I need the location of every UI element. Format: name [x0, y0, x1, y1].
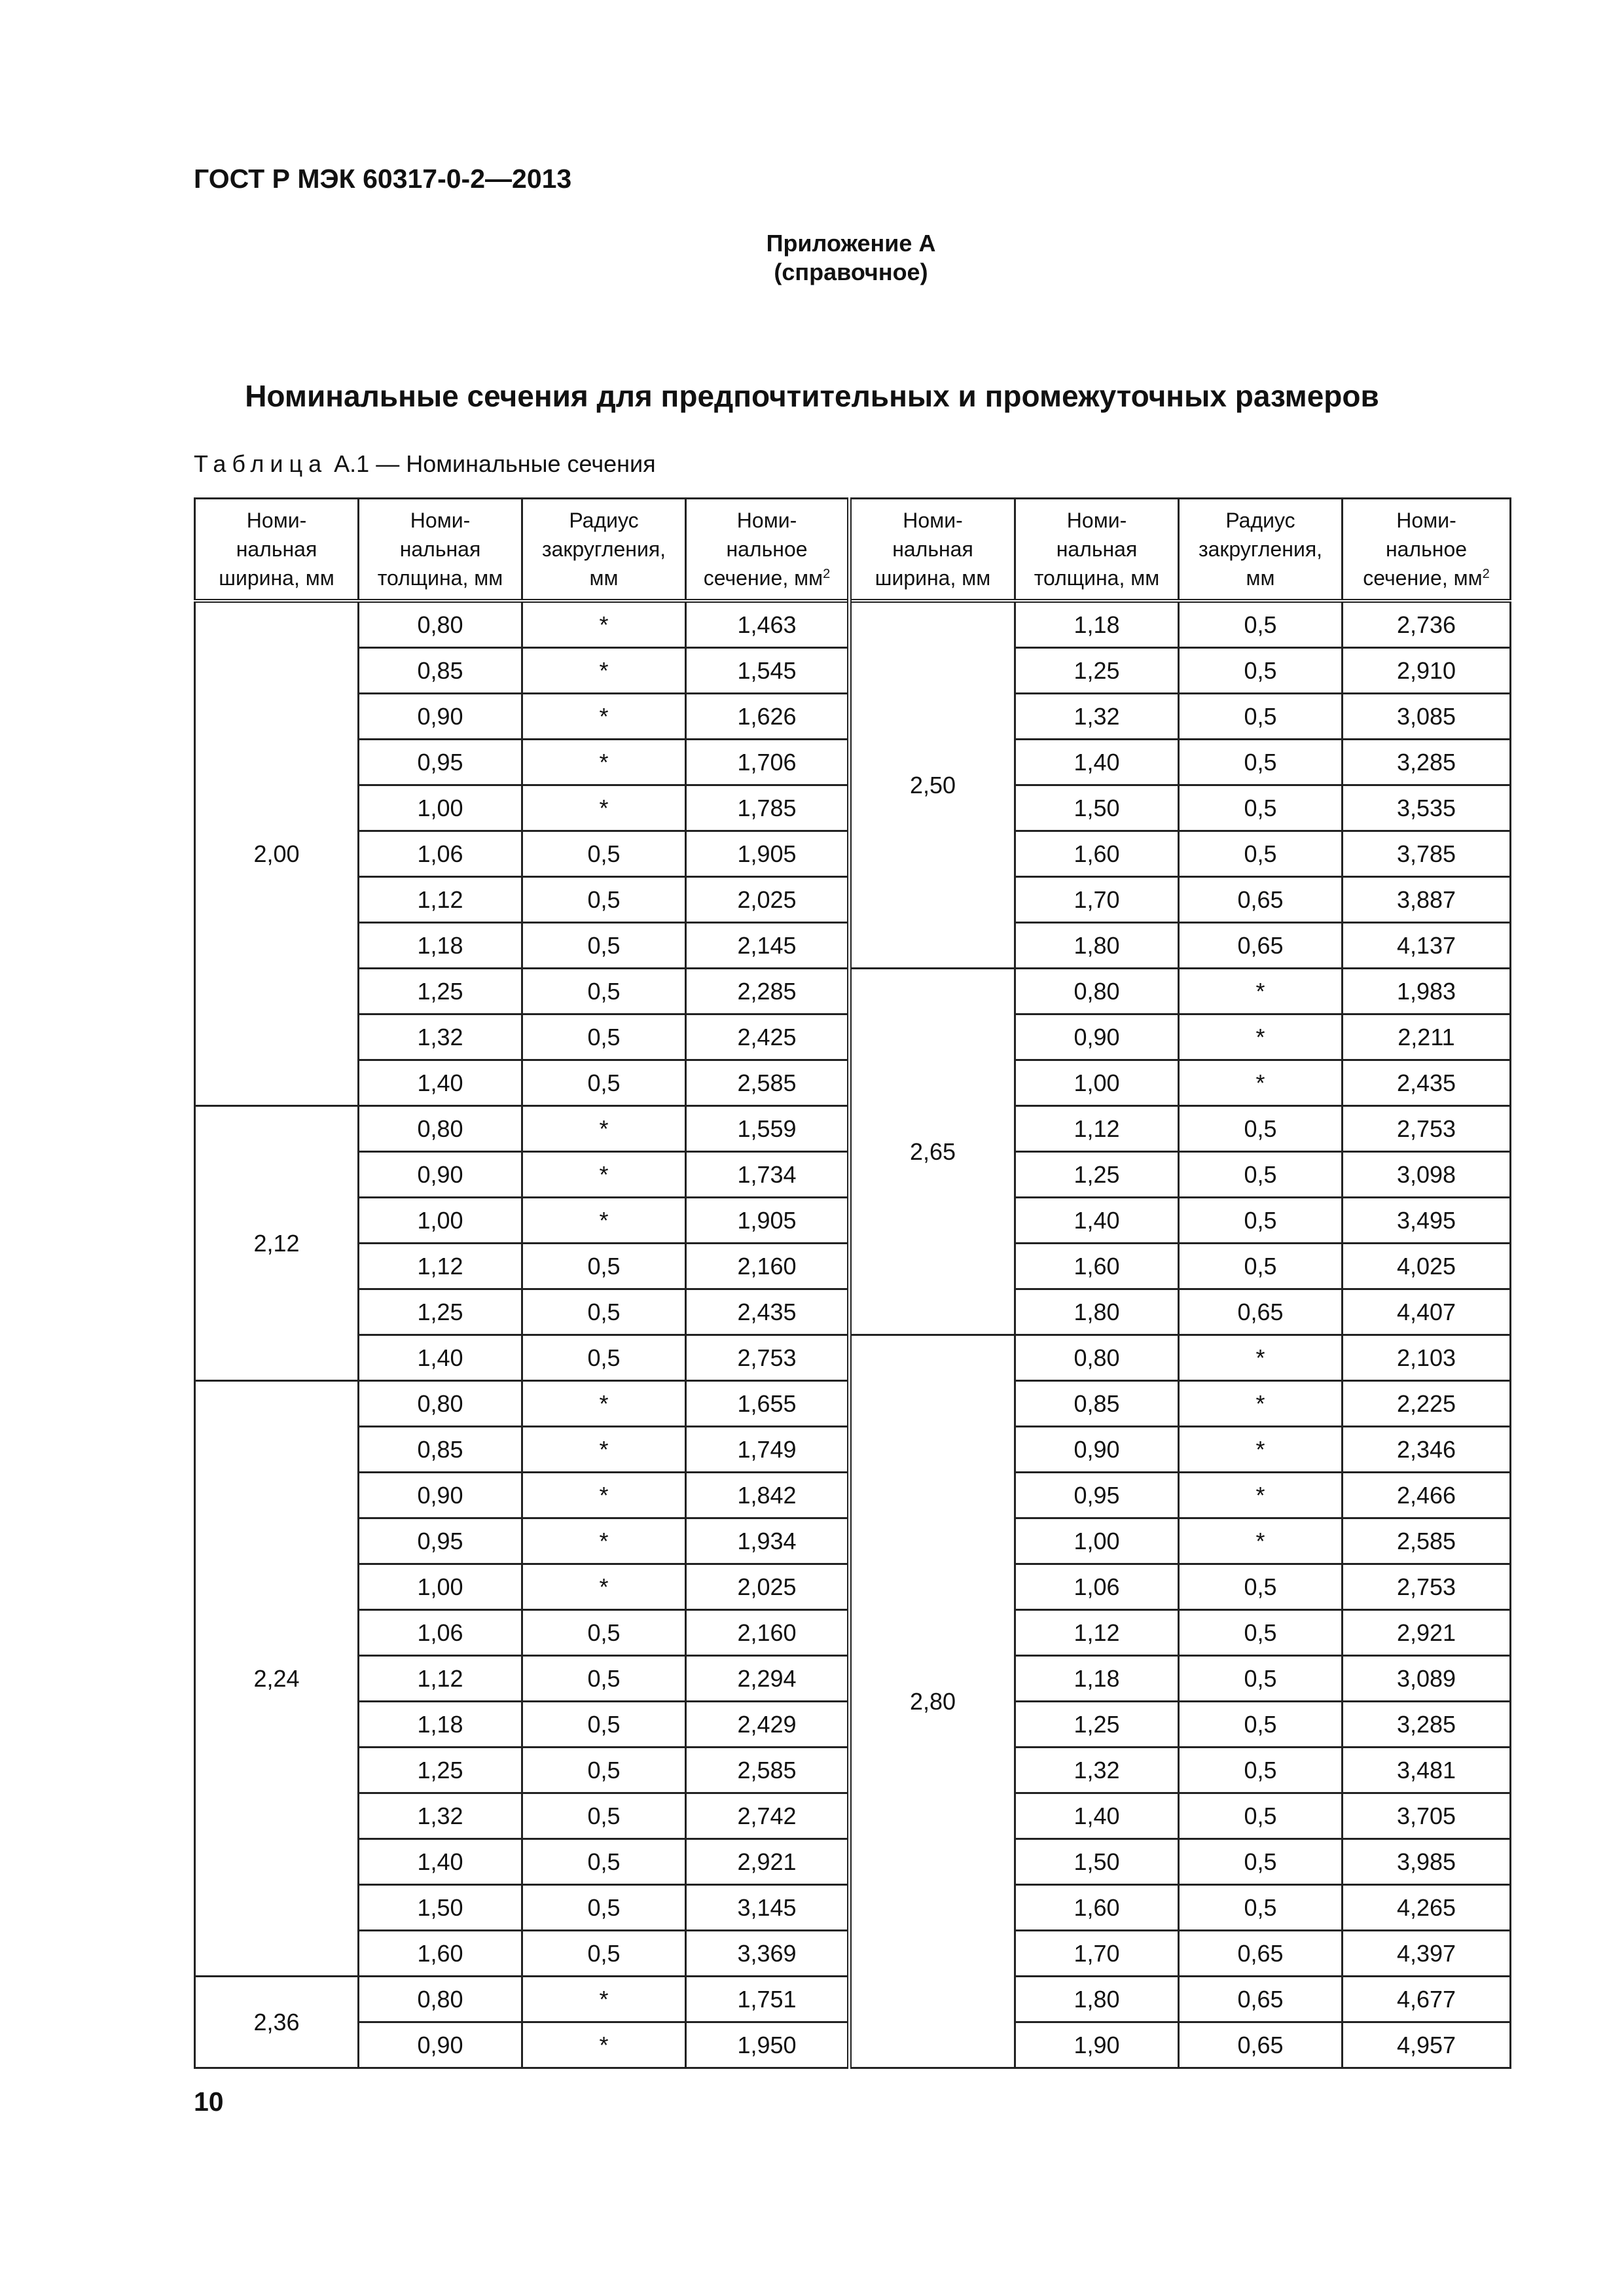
column-header-line: нальная	[236, 537, 317, 561]
thickness-cell: 1,00	[359, 785, 522, 831]
section-cell: 4,025	[1343, 1244, 1511, 1289]
unit-exponent: 2	[1482, 567, 1490, 581]
radius-cell: *	[522, 1106, 686, 1152]
thickness-cell: 0,95	[359, 1518, 522, 1564]
thickness-cell: 1,60	[1015, 831, 1179, 877]
thickness-cell: 1,25	[1015, 1702, 1179, 1748]
table-row	[195, 1335, 1511, 1381]
column-header-line: нальная	[1056, 537, 1138, 561]
column-header-line: ширина, мм	[875, 566, 991, 590]
thickness-cell: 0,90	[359, 1473, 522, 1518]
table-caption-text: А.1 — Номинальные сечения	[334, 450, 656, 477]
radius-cell: *	[522, 601, 686, 648]
column-header	[850, 499, 1015, 601]
width-cell: 2,00	[195, 601, 359, 1106]
width-cell: 2,12	[195, 1106, 359, 1381]
thickness-cell: 0,90	[359, 2022, 522, 2068]
column-header-line: толщина, мм	[377, 566, 503, 590]
thickness-cell: 0,80	[1015, 969, 1179, 1014]
radius-cell: 0,5	[522, 877, 686, 923]
column-header	[686, 499, 850, 601]
thickness-cell: 1,50	[1015, 785, 1179, 831]
section-cell: 2,025	[686, 877, 850, 923]
radius-cell: 0,5	[522, 1931, 686, 1977]
thickness-cell: 1,06	[359, 1610, 522, 1656]
thickness-cell: 0,90	[359, 1152, 522, 1198]
radius-cell: 0,5	[1179, 1839, 1343, 1885]
thickness-cell: 1,18	[359, 923, 522, 969]
radius-cell: *	[1179, 1473, 1343, 1518]
section-cell: 4,407	[1343, 1289, 1511, 1335]
table-header-row	[195, 499, 1511, 601]
thickness-cell: 0,80	[1015, 1335, 1179, 1381]
section-cell: 2,145	[686, 923, 850, 969]
thickness-cell: 1,12	[1015, 1610, 1179, 1656]
annex-label	[733, 229, 969, 287]
thickness-cell: 1,80	[1015, 923, 1179, 969]
section-cell: 4,137	[1343, 923, 1511, 969]
section-cell: 2,025	[686, 1564, 850, 1610]
radius-cell: 0,5	[1179, 785, 1343, 831]
section-cell: 2,211	[1343, 1014, 1511, 1060]
radius-cell: 0,65	[1179, 1289, 1343, 1335]
radius-cell: *	[1179, 969, 1343, 1014]
width-cell: 2,50	[850, 601, 1015, 969]
thickness-cell: 1,40	[359, 1335, 522, 1381]
thickness-cell: 1,12	[359, 877, 522, 923]
column-header-line: нальное	[726, 537, 808, 561]
thickness-cell: 1,32	[359, 1793, 522, 1839]
section-cell: 3,089	[1343, 1656, 1511, 1702]
thickness-cell: 0,95	[359, 740, 522, 785]
section-cell: 1,559	[686, 1106, 850, 1152]
column-header-line: нальное	[1385, 537, 1468, 561]
section-cell: 1,463	[686, 601, 850, 648]
radius-cell: 0,5	[1179, 1656, 1343, 1702]
radius-cell: 0,65	[1179, 1977, 1343, 2022]
section-cell: 3,369	[686, 1931, 850, 1977]
table-row	[195, 969, 1511, 1014]
width-cell: 2,80	[850, 1335, 1015, 2068]
thickness-cell: 0,85	[1015, 1381, 1179, 1427]
section-cell: 2,585	[1343, 1518, 1511, 1564]
section-cell: 1,983	[1343, 969, 1511, 1014]
radius-cell: 0,5	[1179, 1885, 1343, 1931]
thickness-cell: 1,12	[359, 1656, 522, 1702]
thickness-cell: 1,90	[1015, 2022, 1179, 2068]
section-cell: 2,294	[686, 1656, 850, 1702]
thickness-cell: 1,00	[1015, 1518, 1179, 1564]
column-header-line: Номи-	[903, 509, 963, 532]
section-cell: 1,545	[686, 648, 850, 694]
section-cell: 1,706	[686, 740, 850, 785]
section-cell: 3,285	[1343, 740, 1511, 785]
column-header-line: Номи-	[1396, 509, 1456, 532]
section-cell: 1,905	[686, 1198, 850, 1244]
thickness-cell: 1,32	[1015, 1748, 1179, 1793]
section-cell: 1,655	[686, 1381, 850, 1427]
thickness-cell: 1,40	[359, 1839, 522, 1885]
table-body	[195, 601, 1511, 2068]
radius-cell: 0,65	[1179, 1931, 1343, 1977]
radius-cell: *	[1179, 1518, 1343, 1564]
section-cell: 1,785	[686, 785, 850, 831]
thickness-cell: 1,40	[1015, 740, 1179, 785]
section-cell: 2,585	[686, 1060, 850, 1106]
radius-cell: 0,5	[1179, 694, 1343, 740]
column-header-line: мм	[1246, 566, 1275, 590]
radius-cell: *	[522, 785, 686, 831]
radius-cell: 0,65	[1179, 2022, 1343, 2068]
thickness-cell: 1,00	[359, 1198, 522, 1244]
thickness-cell: 1,40	[1015, 1198, 1179, 1244]
radius-cell: *	[522, 1473, 686, 1518]
thickness-cell: 1,18	[359, 1702, 522, 1748]
radius-cell: 0,5	[1179, 1152, 1343, 1198]
column-header-line: Номи-	[736, 509, 797, 532]
radius-cell: 0,5	[522, 1244, 686, 1289]
table-caption-prefix: Таблица	[194, 450, 328, 477]
document-header: ГОСТ Р МЭК 60317-0-2—2013	[194, 164, 572, 194]
thickness-cell: 0,85	[359, 648, 522, 694]
radius-cell: *	[522, 1152, 686, 1198]
radius-cell: 0,5	[522, 1335, 686, 1381]
column-header-line: закругления,	[1198, 537, 1323, 561]
section-cell: 1,734	[686, 1152, 850, 1198]
page-number: 10	[194, 2087, 224, 2117]
thickness-cell: 1,25	[1015, 648, 1179, 694]
section-cell: 1,950	[686, 2022, 850, 2068]
section-cell: 2,753	[686, 1335, 850, 1381]
column-header	[1343, 499, 1511, 601]
section-cell: 3,985	[1343, 1839, 1511, 1885]
column-header-line: Номи-	[246, 509, 307, 532]
thickness-cell: 1,18	[1015, 1656, 1179, 1702]
section-cell: 2,753	[1343, 1106, 1511, 1152]
radius-cell: 0,5	[522, 1839, 686, 1885]
radius-cell: 0,5	[1179, 1610, 1343, 1656]
radius-cell: *	[522, 740, 686, 785]
radius-cell: 0,5	[1179, 1748, 1343, 1793]
radius-cell: 0,5	[1179, 1564, 1343, 1610]
radius-cell: 0,5	[1179, 648, 1343, 694]
section-cell: 2,225	[1343, 1381, 1511, 1427]
radius-cell: 0,5	[522, 1656, 686, 1702]
section-cell: 1,751	[686, 1977, 850, 2022]
thickness-cell: 1,40	[359, 1060, 522, 1106]
column-header-line	[1343, 564, 1509, 592]
section-cell: 2,346	[1343, 1427, 1511, 1473]
section-cell: 3,535	[1343, 785, 1511, 831]
column-header	[359, 499, 522, 601]
section-cell: 2,103	[1343, 1335, 1511, 1381]
section-cell: 2,160	[686, 1610, 850, 1656]
thickness-cell: 1,18	[1015, 601, 1179, 648]
section-cell: 3,481	[1343, 1748, 1511, 1793]
radius-cell: 0,5	[522, 831, 686, 877]
radius-cell: *	[522, 1427, 686, 1473]
radius-cell: *	[522, 648, 686, 694]
section-cell: 2,585	[686, 1748, 850, 1793]
column-header-line: нальная	[892, 537, 973, 561]
radius-cell: 0,5	[522, 1702, 686, 1748]
section-cell: 2,285	[686, 969, 850, 1014]
column-header-line: мм	[589, 566, 619, 590]
thickness-cell: 1,00	[1015, 1060, 1179, 1106]
radius-cell: *	[1179, 1060, 1343, 1106]
radius-cell: 0,5	[522, 1289, 686, 1335]
radius-cell: 0,5	[522, 923, 686, 969]
radius-cell: 0,5	[522, 1885, 686, 1931]
radius-cell: 0,5	[1179, 831, 1343, 877]
thickness-cell: 1,12	[359, 1244, 522, 1289]
radius-cell: *	[1179, 1381, 1343, 1427]
thickness-cell: 0,90	[1015, 1014, 1179, 1060]
thickness-cell: 1,60	[1015, 1885, 1179, 1931]
unit-exponent: 2	[823, 567, 831, 581]
thickness-cell: 0,80	[359, 1381, 522, 1427]
section-cell: 3,785	[1343, 831, 1511, 877]
column-header-line-text: сечение, мм	[703, 566, 823, 590]
sections-table	[194, 497, 1511, 2069]
section-cell: 2,921	[1343, 1610, 1511, 1656]
section-cell: 2,425	[686, 1014, 850, 1060]
radius-cell: 0,5	[522, 1748, 686, 1793]
annex-line-2: (справочное)	[774, 259, 928, 285]
radius-cell: *	[1179, 1014, 1343, 1060]
thickness-cell: 1,12	[1015, 1106, 1179, 1152]
thickness-cell: 0,80	[359, 1977, 522, 2022]
radius-cell: *	[522, 1977, 686, 2022]
radius-cell: *	[522, 1381, 686, 1427]
section-cell: 4,265	[1343, 1885, 1511, 1931]
width-cell: 2,36	[195, 1977, 359, 2068]
section-cell: 3,285	[1343, 1702, 1511, 1748]
radius-cell: 0,5	[1179, 740, 1343, 785]
radius-cell: 0,5	[522, 1014, 686, 1060]
column-header-line: Радиус	[1225, 509, 1295, 532]
page-title: Номинальные сечения для предпочтительных и промежуточных размеров	[245, 379, 1379, 413]
section-cell: 3,085	[1343, 694, 1511, 740]
column-header-line-text: сечение, мм	[1363, 566, 1483, 590]
radius-cell: 0,65	[1179, 923, 1343, 969]
column-header-line: Номи-	[1066, 509, 1127, 532]
section-cell: 2,910	[1343, 648, 1511, 694]
section-cell: 2,921	[686, 1839, 850, 1885]
radius-cell: 0,5	[522, 1793, 686, 1839]
thickness-cell: 0,90	[1015, 1427, 1179, 1473]
radius-cell: 0,5	[522, 1060, 686, 1106]
thickness-cell: 1,25	[359, 1748, 522, 1793]
radius-cell: *	[522, 1564, 686, 1610]
column-header-line: толщина, мм	[1034, 566, 1160, 590]
radius-cell: 0,5	[1179, 1106, 1343, 1152]
section-cell: 2,435	[686, 1289, 850, 1335]
thickness-cell: 1,40	[1015, 1793, 1179, 1839]
section-cell: 1,934	[686, 1518, 850, 1564]
column-header-line: Номи-	[410, 509, 471, 532]
table-caption	[194, 450, 656, 478]
section-cell: 1,626	[686, 694, 850, 740]
radius-cell: 0,5	[1179, 1244, 1343, 1289]
column-header-line: ширина, мм	[219, 566, 334, 590]
section-cell: 2,160	[686, 1244, 850, 1289]
section-cell: 2,753	[1343, 1564, 1511, 1610]
section-cell: 2,466	[1343, 1473, 1511, 1518]
column-header-line: нальная	[399, 537, 481, 561]
radius-cell: *	[522, 1518, 686, 1564]
section-cell: 3,887	[1343, 877, 1511, 923]
section-cell: 4,957	[1343, 2022, 1511, 2068]
thickness-cell: 1,25	[359, 969, 522, 1014]
section-cell: 4,397	[1343, 1931, 1511, 1977]
section-cell: 3,495	[1343, 1198, 1511, 1244]
section-cell: 1,905	[686, 831, 850, 877]
radius-cell: *	[1179, 1427, 1343, 1473]
section-cell: 1,842	[686, 1473, 850, 1518]
section-cell: 4,677	[1343, 1977, 1511, 2022]
thickness-cell: 1,00	[359, 1564, 522, 1610]
column-header	[522, 499, 686, 601]
thickness-cell: 0,80	[359, 1106, 522, 1152]
section-cell: 3,705	[1343, 1793, 1511, 1839]
thickness-cell: 0,95	[1015, 1473, 1179, 1518]
thickness-cell: 1,32	[359, 1014, 522, 1060]
radius-cell: 0,5	[1179, 1793, 1343, 1839]
annex-line-1: Приложение А	[766, 230, 936, 257]
column-header-line	[687, 564, 847, 592]
thickness-cell: 1,60	[1015, 1244, 1179, 1289]
section-cell: 3,145	[686, 1885, 850, 1931]
radius-cell: 0,5	[522, 1610, 686, 1656]
section-cell: 2,736	[1343, 601, 1511, 648]
thickness-cell: 1,06	[1015, 1564, 1179, 1610]
column-header	[1015, 499, 1179, 601]
width-cell: 2,24	[195, 1381, 359, 1977]
section-cell: 2,429	[686, 1702, 850, 1748]
thickness-cell: 1,70	[1015, 877, 1179, 923]
table-row	[195, 601, 1511, 648]
radius-cell: 0,5	[1179, 601, 1343, 648]
radius-cell: 0,65	[1179, 877, 1343, 923]
radius-cell: *	[522, 694, 686, 740]
radius-cell: 0,5	[522, 969, 686, 1014]
section-cell: 3,098	[1343, 1152, 1511, 1198]
thickness-cell: 1,80	[1015, 1977, 1179, 2022]
radius-cell: 0,5	[1179, 1702, 1343, 1748]
thickness-cell: 1,80	[1015, 1289, 1179, 1335]
thickness-cell: 0,85	[359, 1427, 522, 1473]
section-cell: 1,749	[686, 1427, 850, 1473]
thickness-cell: 0,80	[359, 601, 522, 648]
width-cell: 2,65	[850, 969, 1015, 1335]
section-cell: 2,435	[1343, 1060, 1511, 1106]
thickness-cell: 1,32	[1015, 694, 1179, 740]
thickness-cell: 1,06	[359, 831, 522, 877]
thickness-cell: 1,70	[1015, 1931, 1179, 1977]
thickness-cell: 1,50	[1015, 1839, 1179, 1885]
section-cell: 2,742	[686, 1793, 850, 1839]
column-header	[1179, 499, 1343, 601]
column-header-line: закругления,	[541, 537, 666, 561]
thickness-cell: 1,60	[359, 1931, 522, 1977]
radius-cell: *	[522, 2022, 686, 2068]
thickness-cell: 1,50	[359, 1885, 522, 1931]
column-header	[195, 499, 359, 601]
radius-cell: *	[522, 1198, 686, 1244]
column-header-line: Радиус	[569, 509, 639, 532]
thickness-cell: 1,25	[359, 1289, 522, 1335]
thickness-cell: 1,25	[1015, 1152, 1179, 1198]
radius-cell: *	[1179, 1335, 1343, 1381]
radius-cell: 0,5	[1179, 1198, 1343, 1244]
thickness-cell: 0,90	[359, 694, 522, 740]
